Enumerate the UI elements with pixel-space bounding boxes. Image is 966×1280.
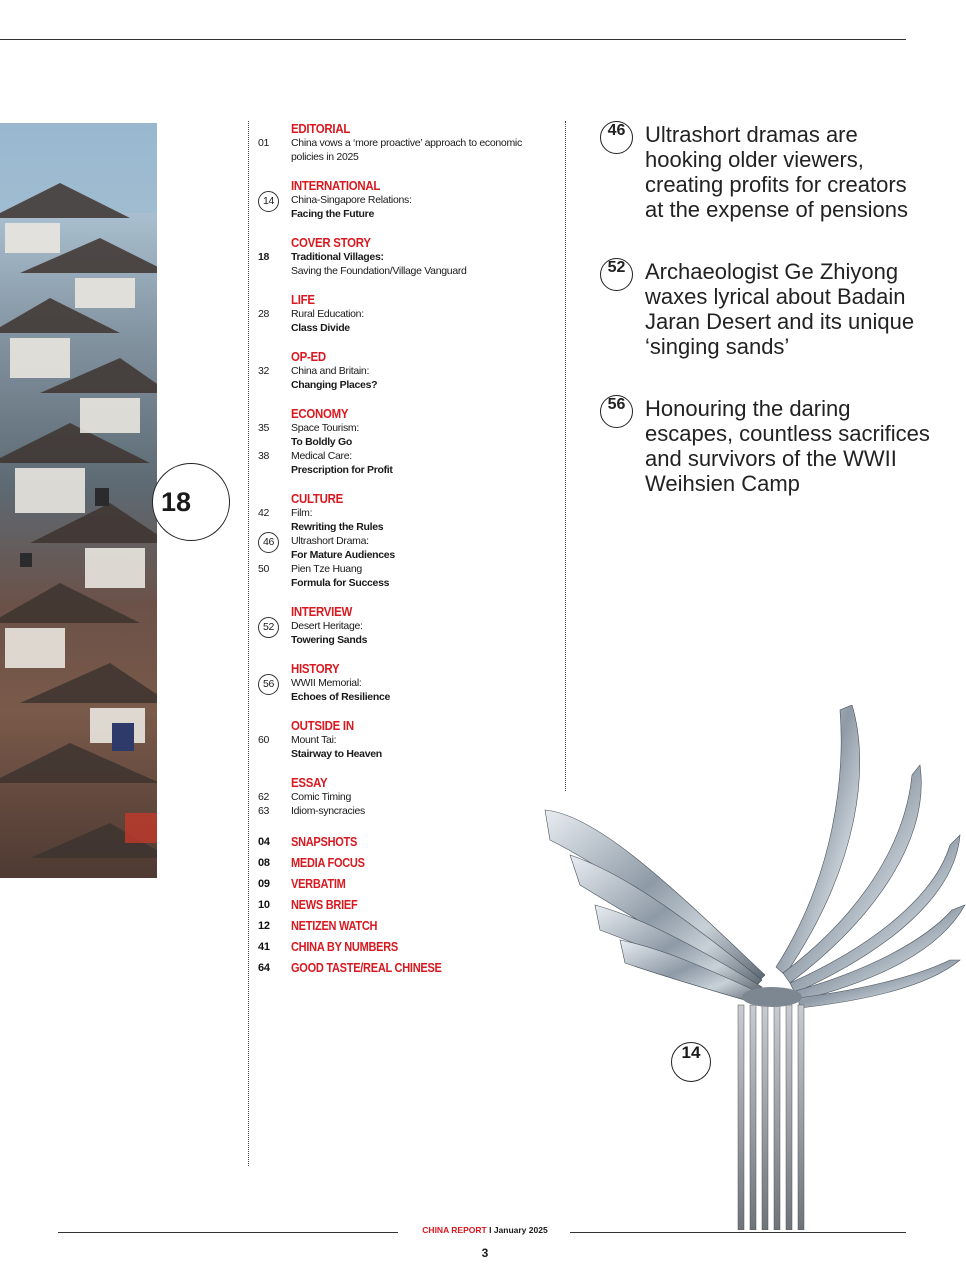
entry-subtitle: Towering Sands: [291, 634, 368, 646]
entry-subtitle: Rewriting the Rules: [291, 521, 384, 533]
regular-page-number: 10: [258, 899, 270, 911]
feature-page-badge: 52: [600, 258, 633, 291]
entry-title: Film:: [291, 507, 313, 519]
entry-page-number: 60: [258, 734, 270, 746]
toc-section: [258, 718, 548, 761]
entry-page-number: 14: [258, 191, 279, 212]
entry-title: Comic Timing: [291, 791, 351, 803]
entry-page-number: 62: [258, 791, 270, 803]
toc-entry[interactable]: [258, 562, 548, 590]
regular-page-number: 08: [258, 857, 270, 869]
footer-issue-line: [405, 1225, 565, 1235]
issue-date: January 2025: [493, 1225, 548, 1235]
section-title: ESSAY: [291, 775, 328, 790]
entry-title: Idiom-syncracies: [291, 805, 365, 817]
toc-section: [258, 292, 548, 335]
regular-section-item[interactable]: [258, 895, 548, 916]
entry-title: Rural Education:: [291, 308, 364, 320]
cover-story-badge: 18: [152, 463, 230, 541]
entry-page-number: 38: [258, 450, 270, 462]
toc-entry[interactable]: [258, 307, 548, 335]
entry-subtitle: Formula for Success: [291, 577, 390, 589]
entry-subtitle: For Mature Audiences: [291, 549, 395, 561]
top-rule: [0, 39, 906, 40]
feature-page-badge: 56: [600, 395, 633, 428]
entry-title: Desert Heritage:: [291, 620, 363, 632]
section-title: COVER STORY: [291, 235, 371, 250]
toc-entry[interactable]: [258, 676, 548, 704]
entry-page-number: 32: [258, 365, 270, 377]
section-title: HISTORY: [291, 661, 340, 676]
entry-subtitle: Echoes of Resilience: [291, 691, 391, 703]
regular-section-item[interactable]: [258, 832, 548, 853]
section-title: CULTURE: [291, 491, 343, 506]
entry-page-number: 52: [258, 617, 279, 638]
sculpture-photo: [540, 705, 966, 1230]
toc-entry[interactable]: [258, 534, 548, 562]
entry-page-number: 50: [258, 563, 270, 575]
feature-text: Honouring the daring escapes, countless sacrifices and survivors of the WWII Weihsien Camp: [645, 396, 930, 496]
entry-title: Ultrashort Drama:: [291, 535, 369, 547]
entry-title: Traditional Villages:: [291, 251, 384, 263]
entry-subtitle: Changing Places?: [291, 379, 378, 391]
entry-title: Mount Tai:: [291, 734, 337, 746]
entry-subtitle: Class Divide: [291, 322, 350, 334]
toc-entry[interactable]: [258, 193, 548, 221]
feature-highlight[interactable]: [600, 122, 930, 222]
feature-highlight[interactable]: [600, 259, 930, 359]
toc-entry[interactable]: [258, 804, 548, 818]
section-title: INTERVIEW: [291, 604, 352, 619]
sculpture-badge: 14: [671, 1042, 711, 1082]
entry-subtitle: Facing the Future: [291, 208, 374, 220]
section-title: EDITORIAL: [291, 121, 351, 136]
entry-title: Pien Tze Huang: [291, 563, 362, 575]
toc-section: [258, 491, 548, 590]
regular-page-number: 64: [258, 962, 270, 974]
toc-section: [258, 406, 548, 477]
regular-sections: [258, 832, 548, 979]
regular-page-number: 04: [258, 836, 270, 848]
entry-page-number: 63: [258, 805, 270, 817]
entry-page-number: 35: [258, 422, 270, 434]
entry-page-number: 18: [258, 251, 270, 263]
toc-entry[interactable]: [258, 449, 548, 477]
page-number: 3: [481, 1246, 489, 1260]
feature-highlight[interactable]: [600, 396, 930, 496]
regular-page-number: 12: [258, 920, 270, 932]
entry-subtitle: To Boldly Go: [291, 436, 352, 448]
entry-title: Medical Care:: [291, 450, 352, 462]
section-title: OUTSIDE IN: [291, 718, 354, 733]
toc-divider-right: [565, 121, 566, 791]
footer-rule-left: [58, 1232, 398, 1233]
regular-section-label: NETIZEN WATCH: [291, 919, 378, 933]
entry-title: China-Singapore Relations:: [291, 194, 412, 206]
entry-page-number: 28: [258, 308, 270, 320]
toc-entry[interactable]: [258, 136, 548, 164]
entry-title: China vows a ‘more proactive’ approach to economic policies in 2025: [291, 137, 522, 163]
regular-section-item[interactable]: [258, 916, 548, 937]
section-title: INTERNATIONAL: [291, 178, 381, 193]
toc-section: [258, 178, 548, 221]
regular-section-label: NEWS BRIEF: [291, 898, 358, 912]
feature-text: Archaeologist Ge Zhiyong waxes lyrical about Badain Jaran Desert and its unique ‘singing sands’: [645, 259, 915, 359]
regular-section-item[interactable]: [258, 937, 548, 958]
entry-title: WWII Memorial:: [291, 677, 362, 689]
toc-section: [258, 121, 548, 164]
section-title: ECONOMY: [291, 406, 349, 421]
regular-section-label: SNAPSHOTS: [291, 835, 358, 849]
cover-story-photo: [0, 123, 157, 878]
toc-section: [258, 661, 548, 704]
toc-section: [258, 604, 548, 647]
feature-text: Ultrashort dramas are hooking older viewers, creating profits for creators at the expense of pensions: [645, 122, 908, 222]
toc-section: [258, 235, 548, 278]
toc-entry[interactable]: [258, 421, 548, 449]
entry-page-number: 42: [258, 507, 270, 519]
regular-section-item[interactable]: [258, 874, 548, 895]
section-title: OP-ED: [291, 349, 326, 364]
regular-section-label: MEDIA FOCUS: [291, 856, 365, 870]
toc-section: [258, 349, 548, 392]
toc-divider-left: [248, 121, 249, 1166]
toc-entry[interactable]: [258, 733, 548, 761]
section-title: LIFE: [291, 292, 315, 307]
toc-entry[interactable]: [258, 790, 548, 804]
entry-title: Space Tourism:: [291, 422, 359, 434]
regular-section-label: VERBATIM: [291, 877, 346, 891]
entry-title: China and Britain:: [291, 365, 370, 377]
entry-subtitle: Prescription for Profit: [291, 464, 393, 476]
toc-entry[interactable]: [258, 619, 548, 647]
publication-name: CHINA REPORT: [422, 1225, 487, 1235]
toc-entry[interactable]: [258, 506, 548, 534]
entry-page-number: 46: [258, 532, 279, 553]
toc-entry[interactable]: [258, 250, 548, 278]
entry-page-number: 01: [258, 137, 270, 149]
regular-section-item[interactable]: [258, 853, 548, 874]
regular-page-number: 41: [258, 941, 270, 953]
entry-subtitle: Stairway to Heaven: [291, 748, 382, 760]
regular-section-label: CHINA BY NUMBERS: [291, 940, 399, 954]
footer-separator: I: [489, 1225, 492, 1235]
regular-section-item[interactable]: [258, 958, 548, 979]
entry-page-number: 56: [258, 674, 279, 695]
toc-entry[interactable]: [258, 364, 548, 392]
footer-rule-right: [570, 1232, 906, 1233]
regular-page-number: 09: [258, 878, 270, 890]
toc-section: [258, 775, 548, 818]
entry-subtitle: Saving the Foundation/Village Vanguard: [291, 265, 467, 277]
feature-page-badge: 46: [600, 121, 633, 154]
table-of-contents: [258, 121, 548, 979]
regular-section-label: GOOD TASTE/REAL CHINESE: [291, 961, 442, 975]
